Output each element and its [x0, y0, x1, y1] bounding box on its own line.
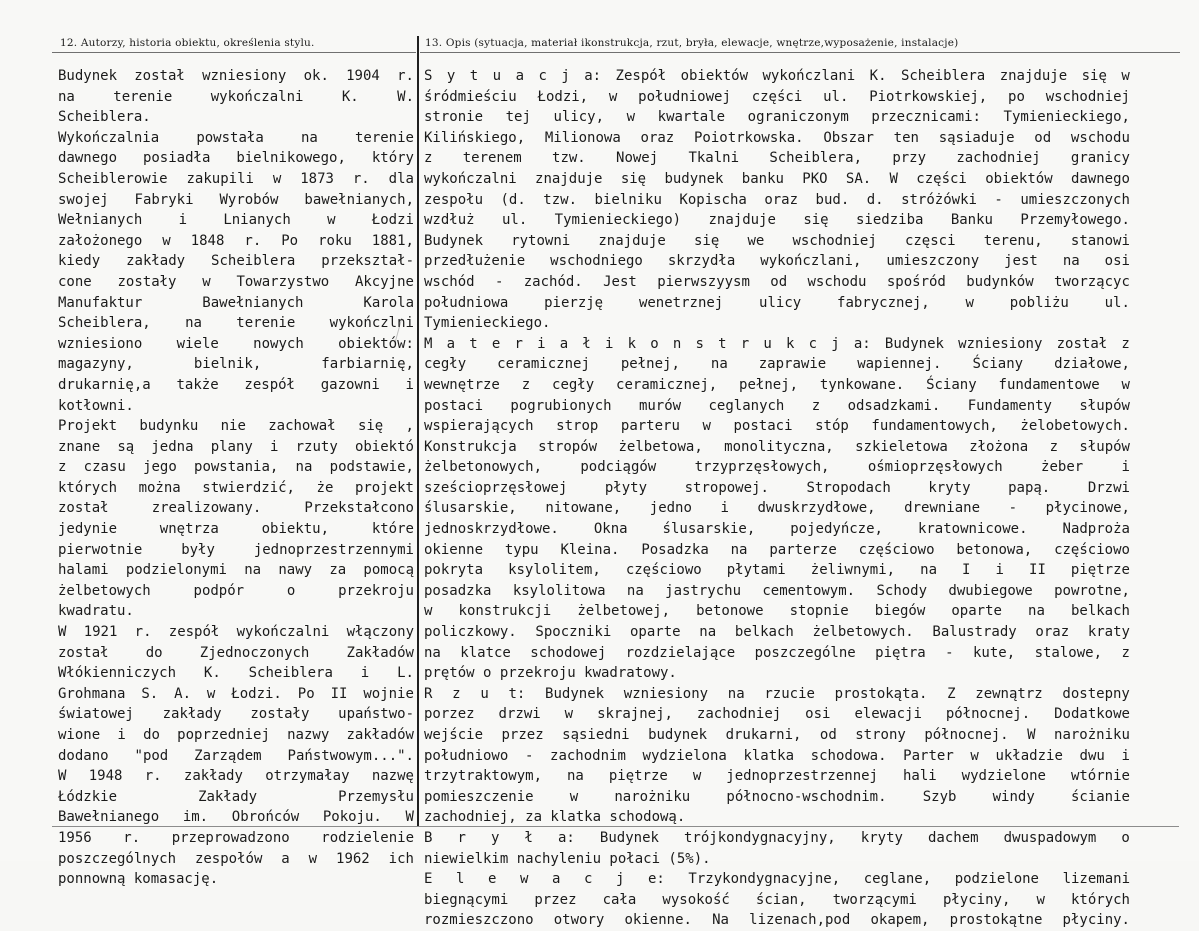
section-12-heading: 12. Autorzy, historia obiektu, określenia stylu. — [60, 37, 315, 49]
description-text-line: na klatce schodowej rozdzielające poszczególne piętra - kute, stalowe, z — [424, 644, 1130, 661]
description-text-line: wykończalni znajduje się budynek banku PKO SA. W części obiektów dawnego — [424, 170, 1130, 187]
description-text-line: wzdłuż ul. Tymienieckiego) znajduje się siedziba Banku Przemyłowego. — [424, 212, 1130, 229]
history-text-line: Scheiblera. — [58, 109, 151, 126]
description-text-line: zespołu (d. tzw. bielniku Kopischa oraz bud. d. stróżówki - umieszczonych — [424, 191, 1130, 208]
history-text-line: magazyny, bielnik, farbiarnię, — [58, 356, 414, 373]
description-text-line: porzez drzwi w skrajnej, zachodniej osi elewacji północnej. Dodatkowe — [424, 706, 1130, 723]
history-text-line: wione i do poprzedniej nazwy zakładów — [58, 727, 414, 743]
history-text-line: na terenie wykończalni K. W. — [58, 88, 414, 105]
description-text-line: prętów o przekroju kwadratowy. — [424, 665, 677, 682]
history-text-line: dodano "pod Zarządem Państwowym...". — [58, 747, 414, 764]
history-text-line: Bawełnianego im. Obrońców Pokoju. W — [58, 809, 414, 826]
history-text-line: światowej zakłady zostały upaństwo- — [58, 706, 414, 723]
history-text-line: pierwotnie były jednoprzestrzennymi — [58, 541, 414, 558]
description-text-line: pokryta ksylolitem, częściowo płytami żeliwnymi, na I i II piętrze — [424, 562, 1130, 579]
history-text-line: drukarnię,a także zespół gazowni i — [58, 376, 414, 393]
section-13-heading: 13. Opis (sytuacja, materiał ikonstrukcja, rzut, bryła, elewacje, wnętrze,wyposażenie, instalacje) — [425, 37, 959, 49]
description-text-line: posadzka ksylolitowa na jastrychu cementowym. Schody dwubiegowe powrotne, — [424, 582, 1130, 599]
description-text-line: rozmieszczono otwory okienne. Na lizenach,pod okapem, prostokątne płyciny. — [424, 912, 1130, 929]
description-text-line: w konstrukcji żelbetowej, betonowe stopnie biegów oparte na belkach — [424, 603, 1130, 620]
history-text-line: Scheiblerowie zakupili w 1873 r. dla — [58, 170, 414, 187]
history-text-line: Scheiblera, na terenie wykończlni — [58, 315, 414, 332]
history-text-line: swojej Fabryki Wyrobów bawełnianych, — [58, 191, 414, 208]
history-text-line: Projekt budynku nie zachował się , — [58, 418, 414, 435]
description-text-line: Tymienieckiego. — [424, 315, 551, 332]
history-text-line: których można stwierdzić, że projekt — [58, 479, 414, 496]
description-text-line: Budynek rytowni znajduje się we wschodniej częsci terenu, stanowi — [424, 232, 1130, 249]
history-text-line: poszczególnych zespołów a w 1962 ich — [58, 850, 414, 867]
description-text-line: E l e w a c j e: Trzykondygnacyjne, ceglane, podzielone lizemani — [424, 871, 1130, 888]
history-text-line: W 1948 r. zakłady otrzymałay nazwę — [58, 768, 414, 785]
description-text-line: S y t u a c j a: Zespół obiektów wykończlani K. Scheiblera znajduje się w — [424, 68, 1130, 84]
description-text-line: biegnącymi przez cała wysokość ścian, tworzącymi płyciny, w których — [424, 891, 1130, 908]
history-text-line: ponnowną komasację. — [58, 871, 219, 888]
description-text-line: trzytraktowym, na piętrze w jednoprzestrzennej hali wydzielone wtórnie — [424, 768, 1130, 785]
description-text-line: przedłużenie wschodniego skrzydła wykończlani, umieszczony jest na osi — [424, 253, 1130, 270]
history-text-line: żelbetowych podpór o przekroju — [58, 582, 414, 599]
history-text-line: Włókienniczych K. Scheiblera i L. — [58, 665, 414, 682]
history-text-line: z czasu jego powstania, na podstawie, — [58, 459, 414, 476]
history-text-line: halami podzielonymi na nawy za pomocą — [58, 562, 414, 579]
description-text-line: niewielkim nachyleniu połaci (5%). — [424, 850, 711, 867]
history-text-line: cone zostały w Towarzystwo Akcyjne — [58, 273, 414, 290]
history-text-line: Łódzkie Zakłady Przemysłu — [58, 788, 414, 805]
description-text-line: M a t e r i a ł i k o n s t r u k c j a: Budynek wzniesiony został z — [424, 335, 1130, 352]
description-text-line: wejście przez sąsiedni budynek drukarni, od strony północnej. W narożniku — [424, 727, 1130, 743]
description-text-line: jednoskrzydłowe. Okna ślusarskie, pojedyńcze, kratownicowe. Nadproża — [424, 521, 1130, 538]
description-text-line: śródmieściu Łodzi, w południowej części ul. Piotrkowskiej, po wschodniej — [424, 88, 1130, 105]
description-text-line: południowa pierzję wenetrznej ulicy fabrycznej, w pobliżu ul. — [424, 294, 1130, 311]
history-text-line: 1956 r. przeprowadzono rodzielenie — [58, 829, 414, 846]
description-text-line: cegły ceramicznej pełnej, na zaprawie wapiennej. Ściany działowe, — [424, 356, 1130, 373]
history-text-line: kotłowni. — [58, 397, 134, 414]
history-text-line: kwadratu. — [58, 603, 134, 620]
description-text-line: stronie tej ulicy, w kwartale ograniczonym przecznicami: Tymienieckiego, — [424, 109, 1130, 126]
description-text-line: B r y ł a: Budynek trójkondygnacyjny, kryty dachem dwuspadowym o — [424, 829, 1130, 846]
history-text-line: znane są jedna plany i rzuty obiektó — [58, 438, 414, 455]
history-text-line: Wełnianych i Lnianych w Łodzi — [58, 212, 414, 229]
history-text-line: Grohmana S. A. w Łodzi. Po II wojnie — [58, 685, 414, 702]
history-text-line: Wykończalnia powstała na terenie — [58, 129, 414, 146]
history-text-line: dawnego posiadła bielnikowego, który — [58, 150, 414, 167]
description-text-line: policzkowy. Spoczniki oparte na belkach żelbetowych. Balustrady oraz kraty — [424, 624, 1130, 641]
history-text-line: został zrealizowany. Przekstałcono — [58, 500, 414, 517]
history-text-line: został do Zjednoczonych Zakładów — [58, 644, 414, 661]
description-column — [424, 66, 1130, 931]
history-text-line: Manufaktur Bawełnianych Karola — [58, 294, 414, 311]
header-rule-right — [420, 52, 1180, 53]
description-text-line: z terenem tzw. Nowej Tkalni Scheiblera, przy zachodniej granicy — [424, 150, 1130, 167]
description-text-line: pomieszczenie w narożniku północno-wschodnim. Szyb windy ścianie — [424, 788, 1130, 805]
column-divider — [417, 36, 419, 826]
history-column — [58, 66, 414, 890]
history-text-line: jedynie wnętrza obiektu, które — [58, 521, 414, 538]
description-text-line: żelbetonowych, podciągów trzyprzęsłowych, ośmioprzęsłowych żeber i — [424, 459, 1130, 476]
description-text-line: wspierających strop parteru w postaci stóp fundamentowych, żelobetowych. — [424, 418, 1130, 435]
history-text-line: Budynek został wzniesiony ok. 1904 r. — [58, 68, 414, 84]
description-text-line: zachodniej, za klatka schodową. — [424, 809, 686, 826]
history-text-line: wzniesiono wiele nowych obiektów: — [58, 335, 414, 352]
description-text-line: R z u t: Budynek wzniesiony na rzucie prostokąta. Z zewnątrz dostepny — [424, 685, 1130, 702]
description-text-line: okienne typu Kleina. Posadzka na parterze częściowo betonowa, częściowo — [424, 541, 1130, 558]
description-text-line: postaci pogrubionych murów ceglanych z odsadzkami. Fundamenty słupów — [424, 397, 1130, 414]
description-text-line: wschód - zachód. Jest pierwszyysm od wschodu spośród budynków tworzącyc — [424, 273, 1130, 290]
description-text-line: Konstrukcja stropów żelbetowa, monolityczna, szkieletowa złożona z słupów — [424, 438, 1130, 455]
description-text-line: południowo - zachodnim wydzielona klatka schodowa. Parter w układzie dwu i — [424, 747, 1130, 764]
description-text-line: sześcioprzęsłowej płyty stropowej. Stropodach kryty papą. Drzwi — [424, 479, 1130, 496]
history-text-line: założonego w 1848 r. Po roku 1881, — [58, 232, 414, 249]
history-text-line: W 1921 r. zespół wykończalni włączony — [58, 624, 414, 641]
history-text-line: kiedy zakłady Scheiblera przekształ- — [58, 253, 414, 270]
description-text-line: wewnętrze z cegły ceramicznej, pełnej, tynkowane. Ściany fundamentowe w — [424, 376, 1130, 393]
description-text-line: ślusarskie, nitowane, jedno i dwuskrzydłowe, drewniane - płycinowe, — [424, 500, 1130, 517]
description-text-line: Kilińskiego, Milionowa oraz Poiotrkowska. Obszar ten sąsiaduje od wschodu — [424, 129, 1130, 146]
header-rule-left — [52, 52, 416, 53]
